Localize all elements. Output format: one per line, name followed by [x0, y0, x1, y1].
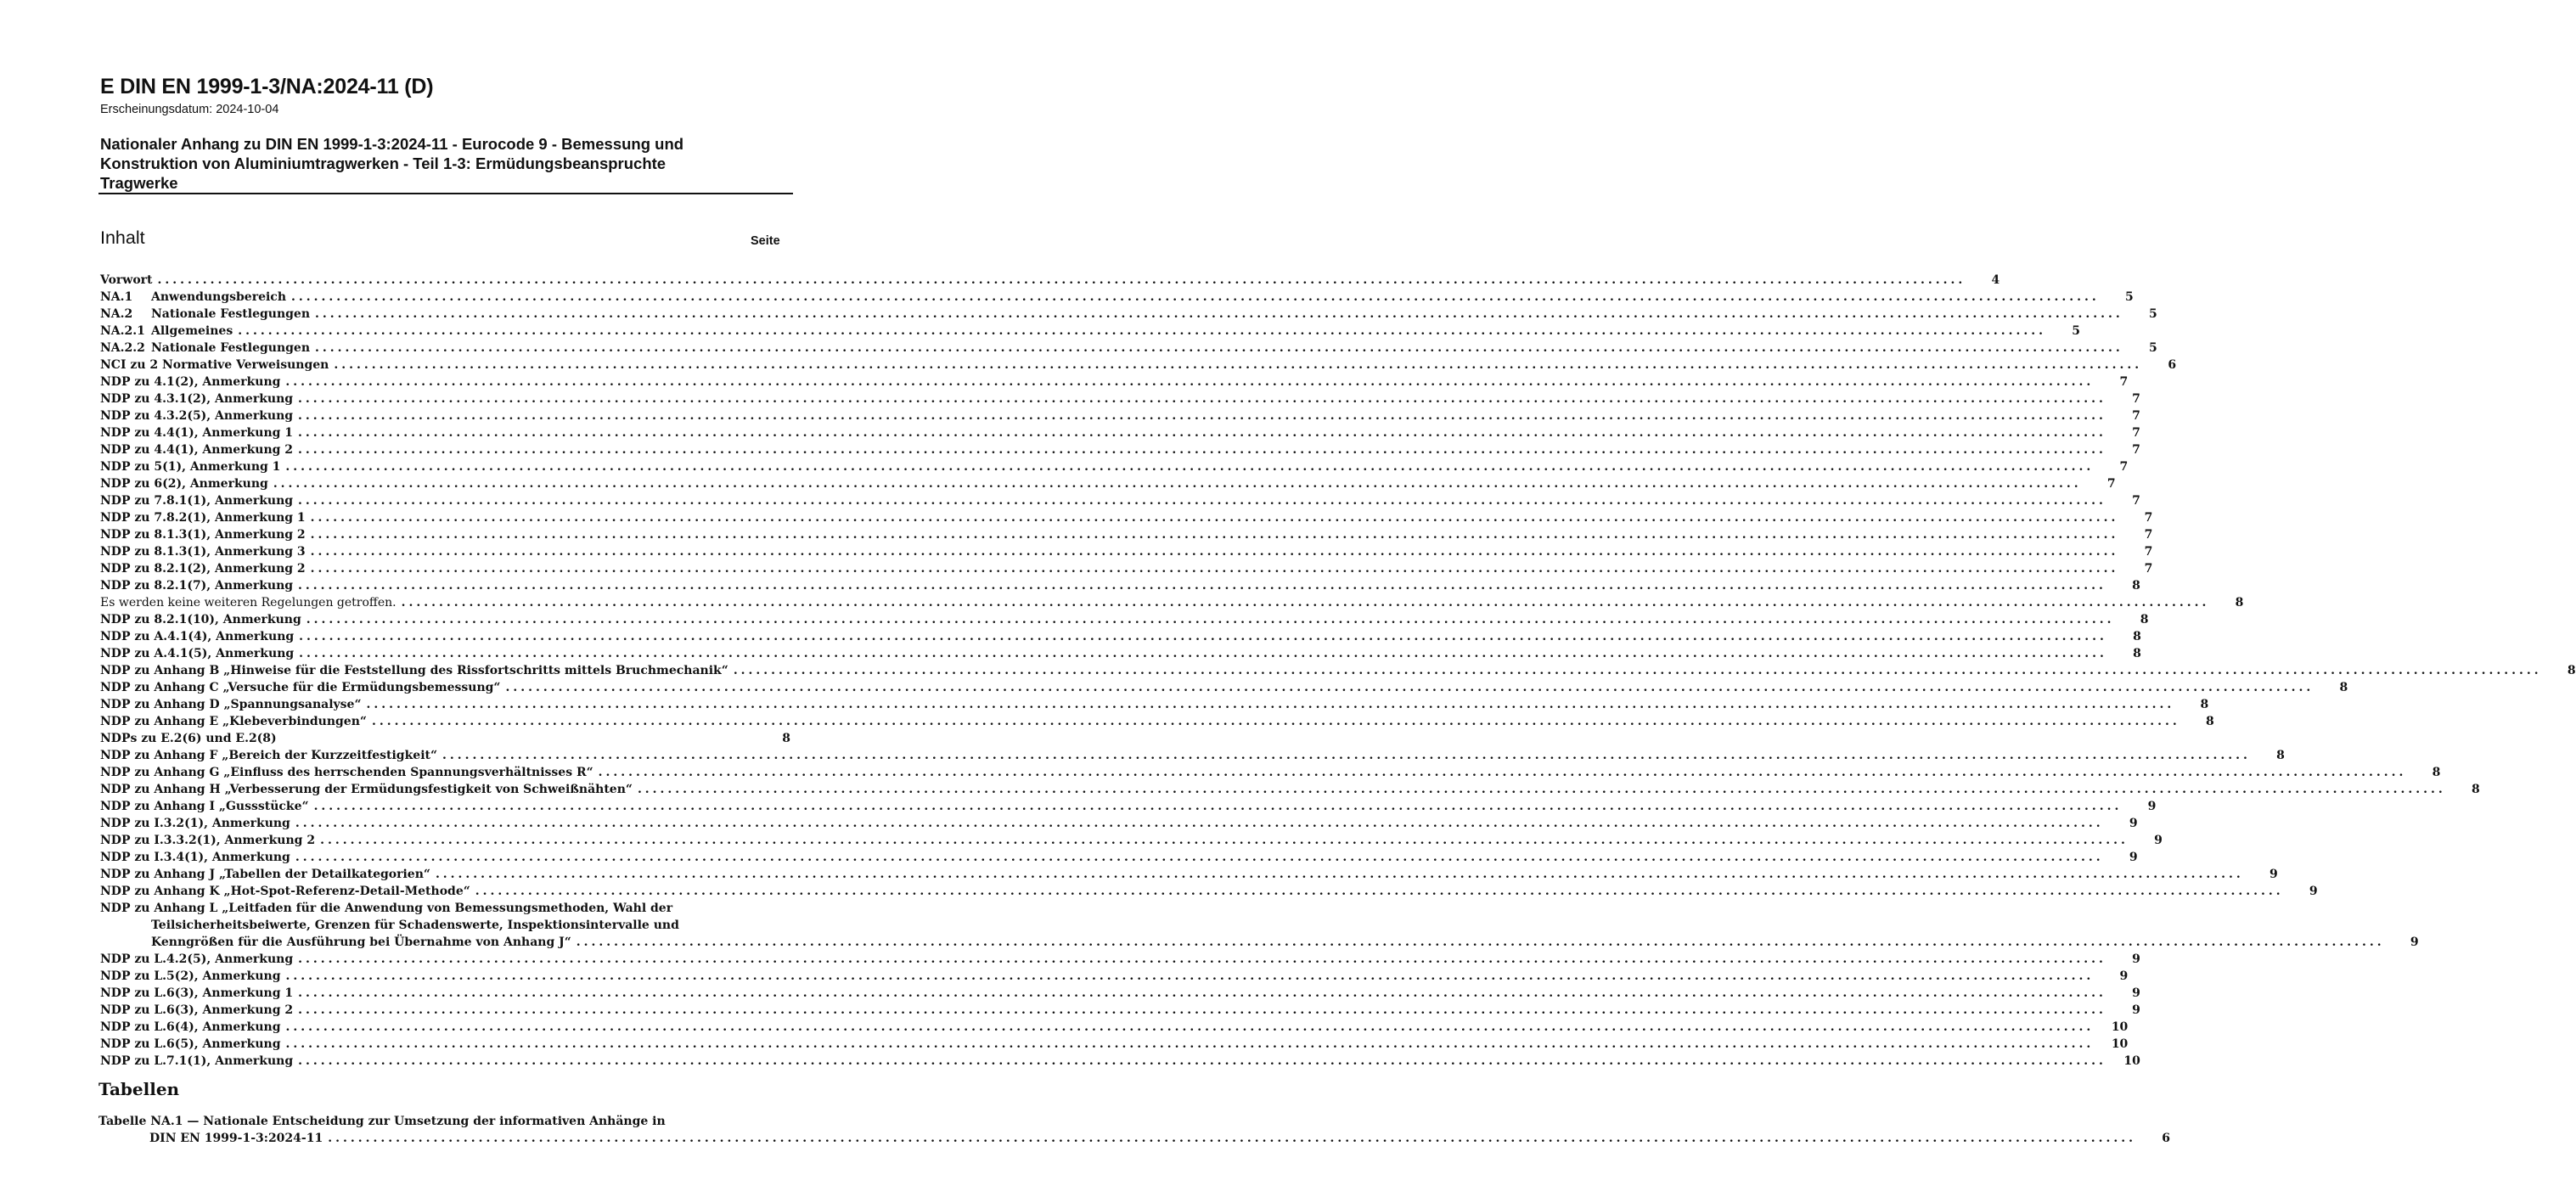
toc-entry-title: [100, 526, 306, 543]
toc-leader-dots: [295, 815, 2104, 832]
toc-entry[interactable]: [100, 696, 2209, 713]
toc-leader-dots: [298, 985, 2106, 1002]
toc-entry-text: NDP zu 4.4(1), Anmerkung 2: [100, 443, 294, 457]
toc-entry[interactable]: [100, 441, 2140, 458]
toc-entry-title: [100, 306, 310, 323]
toc-entry-title: [100, 323, 233, 340]
toc-leader-dots: [505, 679, 2314, 696]
toc-entry-title: [100, 1019, 281, 1036]
toc-entry-page: 8: [2205, 715, 2214, 728]
toc-entry[interactable]: [100, 934, 2419, 951]
toc-entry-page: 8: [2276, 749, 2285, 762]
toc-leader-dots: [334, 357, 2142, 374]
document-code: E DIN EN 1999-1-3/NA:2024-11 (D): [100, 75, 434, 98]
toc-entry-text: Kenngrößen für die Ausführung bei Übernahme von Anhang J“: [151, 935, 571, 949]
toc-entry-title: [100, 424, 293, 441]
toc-leader-dots: [298, 407, 2106, 424]
toc-entry-page: 9: [2147, 800, 2157, 813]
toc-entry[interactable]: [100, 340, 2157, 357]
toc-entry-text: Anwendungsbereich: [151, 290, 286, 304]
toc-entry-title: [100, 645, 294, 662]
toc-entry-page: 9: [2129, 817, 2138, 830]
toc-entry-title: [100, 696, 362, 713]
toc-entry-text: NDP zu L.6(3), Anmerkung 2: [100, 1003, 294, 1017]
toc-entry-page: 4: [1991, 273, 2000, 287]
toc-entry-title: [100, 441, 293, 458]
toc-entry-page: 7: [2132, 494, 2140, 508]
toc-leader-dots: [298, 951, 2106, 968]
toc-entry[interactable]: [100, 526, 2153, 543]
toc-entry-page: 8: [782, 732, 790, 745]
toc-leader-dots: [158, 272, 1966, 289]
toc-heading: Inhalt: [100, 228, 145, 248]
toc-entry-page: 10: [2123, 1054, 2140, 1068]
toc-entry[interactable]: [100, 323, 2080, 340]
toc-entry[interactable]: [100, 713, 2214, 730]
toc-entry-page: 7: [2132, 426, 2140, 440]
toc-entry-text: NDP zu L.6(5), Anmerkung: [100, 1037, 281, 1051]
toc-leader-dots: [311, 509, 2119, 526]
toc-entry-title: [100, 475, 268, 492]
toc-entry-text: NDP zu Anhang H „Verbesserung der Ermüdungsfestigkeit von Schweißnähten“: [100, 783, 633, 796]
toc-entry-title: [100, 798, 309, 815]
toc-entry-text: Nationale Festlegungen: [151, 307, 311, 321]
toc-leader-dots: [298, 441, 2106, 458]
toc-entry-title: [100, 1053, 293, 1070]
toc-leader-dots: [298, 390, 2106, 407]
toc-entry-title: [100, 340, 310, 357]
toc-entry-title: [100, 883, 470, 900]
toc-entry-title: [100, 1002, 293, 1019]
toc-leader-dots: [286, 1019, 2095, 1036]
table-entry-title: Tabelle NA.1 — Nationale Entscheidung zur Umsetzung der informativen Anhänge in: [98, 1115, 666, 1128]
toc-entry-text: Teilsicherheitsbeiwerte, Grenzen für Schadenswerte, Inspektionsintervalle und: [151, 919, 679, 932]
toc-entry[interactable]: [100, 475, 2116, 492]
toc-entry-page: 8: [2140, 613, 2149, 626]
toc-entry[interactable]: [100, 798, 2157, 815]
toc-leader-dots: [638, 781, 2446, 798]
toc-entry-page: 8: [2235, 596, 2244, 610]
toc-leader-dots: [734, 662, 2542, 679]
toc-entry-title: [100, 985, 293, 1002]
toc-entry[interactable]: [100, 374, 2129, 390]
toc-entry-text: NDP zu Anhang I „Gussstücke“: [100, 800, 309, 813]
tables-heading: Tabellen: [98, 1079, 180, 1099]
toc-entry-text: NDP zu A.4.1(4), Anmerkung: [100, 630, 295, 643]
toc-entry-page: 7: [2119, 460, 2129, 474]
toc-leader-dots: [311, 526, 2119, 543]
table-of-contents: [100, 272, 2576, 1070]
toc-leader-dots: [286, 968, 2095, 985]
toc-leader-dots: [298, 1002, 2106, 1019]
toc-entry-text: NDP zu 8.1.3(1), Anmerkung 2: [100, 528, 306, 542]
toc-entry-title: [100, 747, 437, 764]
toc-entry-title: [100, 713, 367, 730]
toc-entry-text: NDP zu 8.2.1(10), Anmerkung: [100, 613, 301, 626]
toc-entry-title: [100, 730, 277, 747]
table-entry[interactable]: [98, 1113, 790, 1130]
toc-entry-page: 8: [2133, 630, 2141, 643]
toc-entry-page: 8: [2133, 647, 2141, 660]
toc-entry-text: NDP zu 4.1(2), Anmerkung: [100, 375, 281, 389]
toc-entry[interactable]: [100, 764, 2441, 781]
toc-entry[interactable]: [100, 781, 2480, 798]
toc-entry-text: NDP zu 5(1), Anmerkung 1: [100, 460, 281, 474]
toc-entry-text: NDP zu Anhang J „Tabellen der Detailkategorien“: [100, 868, 430, 881]
toc-leader-dots: [577, 934, 2385, 951]
toc-leader-dots: [314, 798, 2123, 815]
toc-entry-text: NDP zu L.4.2(5), Anmerkung: [100, 952, 294, 966]
toc-entry-page: 7: [2144, 528, 2153, 542]
toc-entry-text: NDP zu 8.2.1(7), Anmerkung: [100, 579, 294, 593]
toc-leader-dots: [315, 306, 2123, 323]
toc-leader-dots: [298, 424, 2106, 441]
toc-entry-text: NDP zu L.7.1(1), Anmerkung: [100, 1054, 294, 1068]
toc-entry-page: 6: [2168, 358, 2177, 372]
toc-entry-title: [100, 1036, 281, 1053]
toc-leader-dots: [238, 323, 2046, 340]
toc-entry[interactable]: [100, 968, 2129, 985]
toc-entry-page: 5: [2149, 341, 2157, 355]
toc-entry-title: [100, 815, 290, 832]
toc-entry[interactable]: [100, 1002, 2140, 1019]
toc-entry-page: 7: [2119, 375, 2129, 389]
toc-entry[interactable]: [100, 730, 790, 747]
toc-entry[interactable]: [100, 747, 2285, 764]
toc-entry-text: NDP zu 8.2.1(2), Anmerkung 2: [100, 562, 306, 576]
toc-entry[interactable]: [100, 306, 2157, 323]
toc-leader-dots: [286, 1036, 2095, 1053]
toc-entry-text: NDP zu 7.8.1(1), Anmerkung: [100, 494, 294, 508]
toc-leader-dots: [295, 849, 2104, 866]
toc-entry-title: [100, 594, 397, 611]
toc-entry-page: 8: [2132, 579, 2140, 593]
toc-entry[interactable]: [100, 645, 2141, 662]
toc-entry-title: [100, 849, 290, 866]
toc-leader-dots: [320, 832, 2129, 849]
title-line: Konstruktion von Aluminiumtragwerken - Teil 1-3: Ermüdungsbeanspruchte: [100, 154, 666, 172]
toc-entry-text: NDP zu 7.8.2(1), Anmerkung 1: [100, 511, 306, 525]
table-entry-page: 6: [2162, 1132, 2170, 1145]
toc-entry-number: NA.2.2: [100, 341, 145, 355]
toc-entry-text: NDP zu 4.3.1(2), Anmerkung: [100, 392, 294, 406]
toc-entry-text: NDP zu L.6(4), Anmerkung: [100, 1020, 281, 1034]
toc-entry[interactable]: [100, 509, 2153, 526]
toc-entry[interactable]: [100, 594, 2244, 611]
toc-entry-title: [100, 781, 633, 798]
toc-entry-title: [100, 458, 280, 475]
toc-entry[interactable]: [100, 289, 2134, 306]
toc-entry-title: [100, 492, 293, 509]
toc-entry-page: 5: [2149, 307, 2157, 321]
toc-leader-dots: [291, 289, 2100, 306]
toc-entry[interactable]: [100, 424, 2140, 441]
toc-entry[interactable]: [100, 985, 2140, 1002]
toc-leader-dots: [307, 611, 2115, 628]
page-column-label: Seite: [751, 234, 780, 248]
toc-entry-page: 9: [2269, 868, 2278, 881]
toc-entry-page: 8: [2200, 698, 2209, 711]
toc-entry-text: NDP zu 6(2), Anmerkung: [100, 477, 268, 491]
toc-entry-page: 5: [2072, 324, 2080, 338]
toc-entry-continuation[interactable]: [100, 900, 790, 917]
title-line: Nationaler Anhang zu DIN EN 1999-1-3:2024-11 - Eurocode 9 - Bemessung und: [100, 135, 684, 153]
title-line: Tragwerke: [100, 174, 178, 192]
toc-entry[interactable]: [100, 883, 2318, 900]
toc-entry-page: 7: [2132, 392, 2140, 406]
toc-entry-text: NDP zu L.5(2), Anmerkung: [100, 969, 281, 983]
toc-leader-dots: [285, 458, 2094, 475]
toc-leader-dots: [311, 543, 2119, 560]
toc-entry[interactable]: [100, 951, 2140, 968]
toc-entry[interactable]: [100, 662, 2576, 679]
table-entry-continuation[interactable]: [98, 1130, 2170, 1147]
toc-entry[interactable]: [100, 628, 2141, 645]
toc-entry-text: NDP zu Anhang B „Hinweise für die Feststellung des Rissfortschritts mittels Bruchmechanik“: [100, 664, 728, 677]
toc-entry-text: Vorwort: [100, 273, 153, 287]
toc-entry-page: 5: [2125, 290, 2134, 304]
toc-entry-title: [100, 509, 306, 526]
toc-entry-text: NDP zu 4.3.2(5), Anmerkung: [100, 409, 294, 423]
toc-entry-title: [100, 407, 293, 424]
toc-entry-text: NDP zu I.3.4(1), Anmerkung: [100, 851, 290, 864]
toc-entry-page: 9: [2119, 969, 2129, 983]
toc-entry-text: NDP zu A.4.1(5), Anmerkung: [100, 647, 295, 660]
toc-entry-page: 10: [2111, 1020, 2129, 1034]
toc-entry-page: 8: [2339, 681, 2348, 694]
toc-leader-dots: [367, 696, 2175, 713]
toc-leader-dots: [599, 764, 2407, 781]
toc-entry-title: [100, 866, 430, 883]
toc-entry-text: NDP zu 4.4(1), Anmerkung 1: [100, 426, 294, 440]
toc-leader-dots: [299, 645, 2107, 662]
toc-entry-page: 7: [2132, 443, 2140, 457]
toc-entry-text: NCI zu 2 Normative Verweisungen: [100, 358, 329, 372]
toc-entry-title: [100, 289, 286, 306]
toc-entry[interactable]: [100, 1036, 2129, 1053]
toc-leader-dots: [311, 560, 2119, 577]
toc-entry-title: [100, 764, 593, 781]
toc-entry[interactable]: [100, 390, 2140, 407]
toc-entry-page: 9: [2132, 952, 2140, 966]
toc-entry-title: [100, 560, 306, 577]
toc-entry-page: 9: [2129, 851, 2138, 864]
toc-entry-title: [100, 390, 293, 407]
toc-entry-page: 9: [2132, 1003, 2140, 1017]
toc-entry-page: 8: [2432, 766, 2441, 779]
toc-entry-title: [100, 272, 153, 289]
toc-entry-title: [100, 543, 306, 560]
toc-entry-page: 7: [2106, 477, 2116, 491]
toc-entry-page: 9: [2410, 935, 2419, 949]
toc-leader-dots: [298, 492, 2106, 509]
toc-entry-title: [100, 611, 301, 628]
toc-entry[interactable]: [100, 611, 2149, 628]
toc-leader-dots: [315, 340, 2123, 357]
toc-entry-page: 7: [2144, 562, 2153, 576]
toc-leader-dots: [402, 594, 2210, 611]
toc-entry-text: Allgemeines: [151, 324, 233, 338]
toc-entry-title: [100, 662, 728, 679]
document-title: [100, 134, 792, 193]
toc-entry[interactable]: [100, 679, 2348, 696]
toc-entry[interactable]: [100, 357, 2177, 374]
toc-entry-page: 10: [2111, 1037, 2129, 1051]
toc-leader-dots: [298, 1053, 2106, 1070]
toc-entry-text: NDP zu Anhang D „Spannungsanalyse“: [100, 698, 362, 711]
toc-entry-text: NDP zu Anhang K „Hot-Spot-Referenz-Detail-Methode“: [100, 885, 470, 898]
toc-entry[interactable]: [100, 407, 2140, 424]
toc-entry[interactable]: [100, 458, 2129, 475]
toc-leader-dots: [328, 1130, 2136, 1147]
toc-leader-dots: [436, 866, 2244, 883]
toc-entry[interactable]: [100, 543, 2153, 560]
toc-entry-title: [100, 628, 294, 645]
toc-leader-dots: [372, 713, 2180, 730]
publication-date: Erscheinungsdatum: 2024-10-04: [100, 103, 279, 116]
toc-entry-text: NDP zu Anhang E „Klebeverbindungen“: [100, 715, 367, 728]
toc-entry-text: NDP zu Anhang L „Leitfaden für die Anwendung von Bemessungsmethoden, Wahl der: [100, 902, 673, 915]
toc-entry-continuation[interactable]: [100, 917, 790, 934]
toc-leader-dots: [475, 883, 2284, 900]
toc-entry-page: 8: [2567, 664, 2576, 677]
toc-entry-text: NDP zu 8.1.3(1), Anmerkung 3: [100, 545, 306, 559]
toc-entry-page: 7: [2144, 511, 2153, 525]
toc-entry-number: NA.2: [100, 307, 133, 321]
list-of-tables: [98, 1113, 2170, 1147]
title-divider: [98, 193, 793, 194]
toc-entry-text: Nationale Festlegungen: [151, 341, 311, 355]
toc-entry[interactable]: [100, 492, 2140, 509]
toc-entry-title: [100, 968, 281, 985]
toc-entry[interactable]: [100, 560, 2153, 577]
toc-entry-page: 9: [2132, 986, 2140, 1000]
toc-entry-text: NDP zu L.6(3), Anmerkung 1: [100, 986, 294, 1000]
table-entry-title: DIN EN 1999-1-3:2024-11: [149, 1132, 323, 1145]
toc-entry-title: [100, 374, 280, 390]
toc-entry[interactable]: [100, 866, 2278, 883]
toc-leader-dots: [273, 475, 2082, 492]
toc-entry-text: NDPs zu E.2(6) und E.2(8): [100, 732, 277, 745]
toc-leader-dots: [298, 577, 2106, 594]
toc-entry-page: 9: [2154, 834, 2163, 847]
toc-entry-page: 7: [2132, 409, 2140, 423]
toc-leader-dots: [285, 374, 2094, 390]
toc-entry-page: 7: [2144, 545, 2153, 559]
toc-leader-dots: [299, 628, 2107, 645]
toc-entry-title: [100, 951, 293, 968]
toc-leader-dots: [442, 747, 2251, 764]
toc-entry-page: 9: [2309, 885, 2318, 898]
toc-entry-number: NA.1: [100, 290, 133, 304]
toc-entry-number: NA.2.1: [100, 324, 145, 338]
toc-entry-title: [100, 832, 315, 849]
toc-entry-text: NDP zu Anhang C „Versuche für die Ermüdungsbemessung“: [100, 681, 501, 694]
toc-entry-text: Es werden keine weiteren Regelungen getroffen.: [100, 596, 397, 610]
toc-entry-title: [100, 357, 329, 374]
toc-entry-text: NDP zu I.3.3.2(1), Anmerkung 2: [100, 834, 316, 847]
toc-entry[interactable]: [100, 1053, 2140, 1070]
toc-entry-text: NDP zu Anhang G „Einfluss des herrschenden Spannungsverhältnisses R“: [100, 766, 593, 779]
toc-entry[interactable]: [100, 1019, 2129, 1036]
toc-entry-title: [100, 679, 500, 696]
toc-entry[interactable]: [100, 849, 2138, 866]
toc-entry-title: [100, 577, 293, 594]
toc-entry-text: NDP zu Anhang F „Bereich der Kurzzeitfestigkeit“: [100, 749, 438, 762]
toc-entry[interactable]: [100, 815, 2138, 832]
toc-entry[interactable]: [100, 577, 2140, 594]
toc-entry[interactable]: [100, 272, 2000, 289]
toc-entry[interactable]: [100, 832, 2163, 849]
toc-entry-page: 8: [2471, 783, 2480, 796]
toc-entry-text: NDP zu I.3.2(1), Anmerkung: [100, 817, 290, 830]
